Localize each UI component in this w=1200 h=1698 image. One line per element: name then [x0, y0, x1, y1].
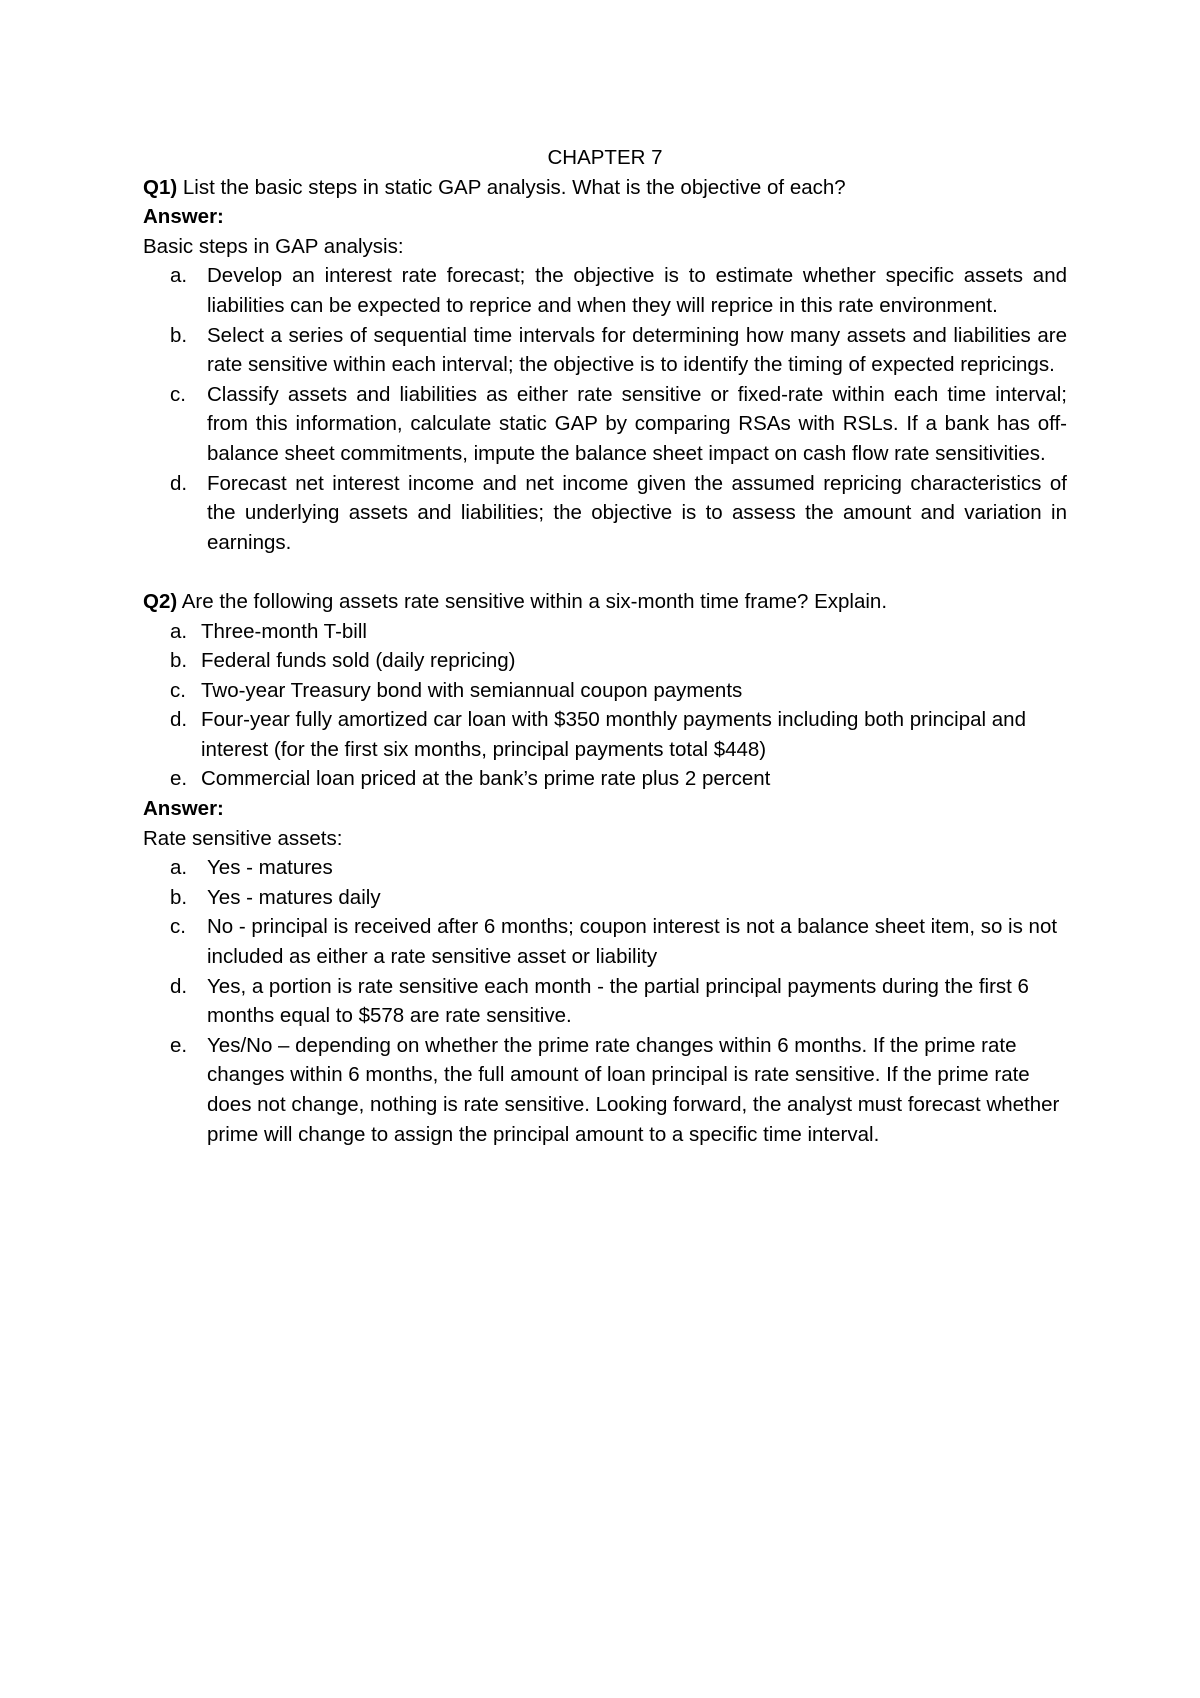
list-item [143, 380, 1067, 469]
list-item [143, 617, 1067, 647]
document-page [143, 143, 1067, 1149]
question-2-list [143, 617, 1067, 795]
answer-2-intro: Rate sensitive assets: [143, 826, 343, 850]
question-1 [143, 173, 1067, 203]
list-item-text: Develop an interest rate forecast; the objective is to estimate whether specific assets and liabilities can be expected to reprice and when they will reprice in this rate environment. [207, 264, 1067, 317]
list-item [143, 469, 1067, 558]
list-marker: b. [170, 885, 188, 909]
list-marker: e. [170, 767, 188, 791]
list-item [143, 646, 1067, 676]
list-marker: c. [170, 678, 186, 702]
list-item-text: Four-year fully amortized car loan with $350 monthly payments including both principal and interest (for the first six months, principal payments total $448) [201, 708, 1026, 761]
list-item [143, 321, 1067, 380]
list-item [143, 883, 1067, 913]
list-item-text: No - principal is received after 6 months; coupon interest is not a balance sheet item, so is not included as either a rate sensitive asset or liability [207, 915, 1058, 969]
question-1-label: Q1) [143, 175, 178, 199]
list-item-text: Yes - matures daily [207, 885, 381, 909]
list-item [143, 676, 1067, 706]
question-1-text: List the basic steps in static GAP analysis. What is the objective of each? [177, 175, 846, 199]
list-marker: a. [170, 856, 188, 880]
list-item-text: Forecast net interest income and net income given the assumed repricing characteristics of the underlying assets and liabilities; the objective is to assess the amount and variation in earnings. [207, 471, 1067, 554]
list-marker: a. [170, 264, 188, 288]
list-item [143, 1031, 1067, 1149]
list-marker: c. [170, 382, 186, 406]
list-marker: e. [170, 1033, 188, 1057]
list-item [143, 764, 1067, 794]
list-marker: a. [170, 619, 188, 643]
list-marker: c. [170, 915, 186, 939]
answer-1-list [143, 261, 1067, 557]
list-item-text: Classify assets and liabilities as either rate sensitive or fixed-rate within each time interval; from this information, calculate static GAP by comparing RSAs with RSLs. If a bank has off-balance sheet commitments, impute the balance sheet impact on cash flow rate sensitivities. [207, 382, 1067, 465]
list-marker: d. [170, 471, 188, 495]
section-spacer [143, 557, 1067, 587]
answer-1-label: Answer: [143, 205, 224, 229]
answer-2-list [143, 853, 1067, 1149]
chapter-title: CHAPTER 7 [547, 146, 663, 169]
list-item-text: Yes, a portion is rate sensitive each month - the partial principal payments during the first 6 months equal to $578 are rate sensitive. [207, 974, 1029, 1028]
answer-2-label: Answer: [143, 797, 224, 821]
list-item-text: Federal funds sold (daily repricing) [201, 649, 516, 673]
list-item-text: Yes/No – depending on whether the prime rate changes within 6 months. If the prime rate changes within 6 months, the full amount of loan principal is rate sensitive. If the prime rate does not change, nothing is rate sensitive. Looking forward, the analyst must forecast whether prime will change to assign the principal amount to a specific time interval. [207, 1033, 1060, 1146]
list-marker: b. [170, 323, 188, 347]
list-marker: d. [170, 708, 188, 732]
list-item-text: Commercial loan priced at the bank’s prime rate plus 2 percent [201, 767, 771, 791]
question-2 [143, 587, 1067, 617]
list-item [143, 912, 1067, 971]
list-item-text: Three-month T-bill [201, 619, 367, 643]
list-marker: d. [170, 974, 188, 998]
list-item-text: Yes - matures [207, 856, 333, 880]
list-marker: b. [170, 649, 188, 673]
answer-1-intro: Basic steps in GAP analysis: [143, 234, 404, 258]
question-2-label: Q2) [143, 589, 178, 613]
list-item [143, 972, 1067, 1031]
question-2-text: Are the following assets rate sensitive within a six-month time frame? Explain. [177, 589, 888, 613]
list-item-text: Two-year Treasury bond with semiannual coupon payments [201, 678, 743, 702]
list-item [143, 261, 1067, 320]
list-item-text: Select a series of sequential time intervals for determining how many assets and liabilities are rate sensitive within each interval; the objective is to identify the timing of expected repricings. [207, 323, 1067, 377]
list-item [143, 853, 1067, 883]
list-item [143, 705, 1067, 764]
